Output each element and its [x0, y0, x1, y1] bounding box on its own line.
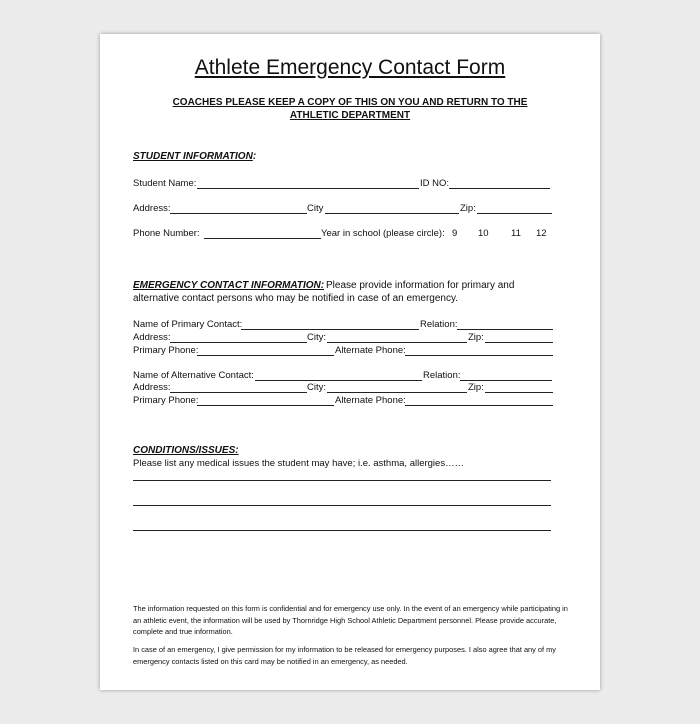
form-title: Athlete Emergency Contact Form	[194, 56, 506, 79]
alt-city-field[interactable]	[327, 392, 467, 393]
alt-relation-field[interactable]	[460, 380, 552, 381]
student-address-label: Address:	[133, 203, 171, 214]
phone-number-label: Phone Number:	[133, 228, 200, 239]
alt-address-field[interactable]	[170, 392, 307, 393]
id-no-label: ID NO:	[420, 178, 450, 189]
alt-zip-label: Zip:	[468, 382, 484, 393]
alt-primary-phone-label: Primary Phone:	[133, 395, 199, 406]
emergency-contact-heading: EMERGENCY CONTACT INFORMATION:	[133, 280, 325, 291]
primary-address-label: Address:	[133, 332, 171, 343]
primary-phone-field[interactable]	[197, 355, 334, 356]
form-subtitle: COACHES PLEASE KEEP A COPY OF THIS ON YOU AND RETURN TO THE ATHLETIC DEPARTMENT	[172, 97, 528, 121]
id-no-field[interactable]	[449, 188, 550, 189]
alt-contact-name-label: Name of Alternative Contact:	[133, 370, 254, 381]
conditions-line-2[interactable]	[133, 505, 551, 506]
conditions-line-1[interactable]	[133, 480, 551, 481]
student-info-heading: STUDENT INFORMATION:	[133, 151, 257, 162]
alt-zip-field[interactable]	[485, 392, 553, 393]
student-city-label: City	[307, 203, 324, 214]
primary-city-label: City:	[307, 332, 326, 343]
alt-contact-name-field[interactable]	[255, 380, 422, 381]
student-zip-label: Zip:	[460, 203, 476, 214]
primary-zip-field[interactable]	[485, 342, 553, 343]
alt-alt-phone-label: Alternate Phone:	[335, 395, 406, 406]
permission-statement: In case of an emergency, I give permission for my information to be released for emergency purposes. I also agree that any of my emergency contacts listed on this card may be notified in an emergency, as needed.	[133, 645, 556, 666]
student-zip-field[interactable]	[477, 213, 552, 214]
student-name-field[interactable]	[197, 188, 419, 189]
alt-address-label: Address:	[133, 382, 171, 393]
conditions-heading: CONDITIONS/ISSUES:	[133, 445, 239, 456]
phone-number-field[interactable]	[204, 238, 321, 239]
primary-contact-name-field[interactable]	[241, 329, 419, 330]
alt-relation-label: Relation:	[423, 370, 461, 381]
primary-relation-label: Relation:	[420, 319, 458, 330]
form-page	[100, 34, 600, 690]
confidentiality-notice: The information requested on this form is confidential and for emergency use only. In the event of an emergency while participating in an athletic event, the information will be used by Thornridge High School Athletic Department personnel. Please provide accurate, complete and true information.	[133, 604, 568, 636]
year-option-9[interactable]: 9	[452, 228, 458, 239]
primary-address-field[interactable]	[170, 342, 307, 343]
conditions-line-3[interactable]	[133, 530, 551, 531]
primary-zip-label: Zip:	[468, 332, 484, 343]
primary-phone-label: Primary Phone:	[133, 345, 199, 356]
emergency-intro-line2: alternative contact persons who may be notified in case of an emergency.	[133, 293, 458, 304]
primary-alt-phone-field[interactable]	[405, 355, 553, 356]
alt-city-label: City:	[307, 382, 326, 393]
year-option-11[interactable]: 11	[511, 228, 521, 239]
primary-city-field[interactable]	[327, 342, 467, 343]
student-address-field[interactable]	[170, 213, 307, 214]
primary-relation-field[interactable]	[457, 329, 553, 330]
student-city-field[interactable]	[325, 213, 459, 214]
year-option-10[interactable]: 10	[478, 228, 489, 239]
conditions-prompt: Please list any medical issues the student may have; i.e. asthma, allergies……	[133, 458, 465, 469]
student-name-label: Student Name:	[133, 178, 197, 189]
primary-alt-phone-label: Alternate Phone:	[335, 345, 406, 356]
alt-alt-phone-field[interactable]	[405, 405, 553, 406]
year-option-12[interactable]: 12	[536, 228, 547, 239]
emergency-intro-line1: Please provide information for primary and	[326, 280, 515, 291]
year-in-school-label: Year in school (please circle):	[321, 228, 445, 239]
alt-primary-phone-field[interactable]	[197, 405, 334, 406]
primary-contact-name-label: Name of Primary Contact:	[133, 319, 243, 330]
